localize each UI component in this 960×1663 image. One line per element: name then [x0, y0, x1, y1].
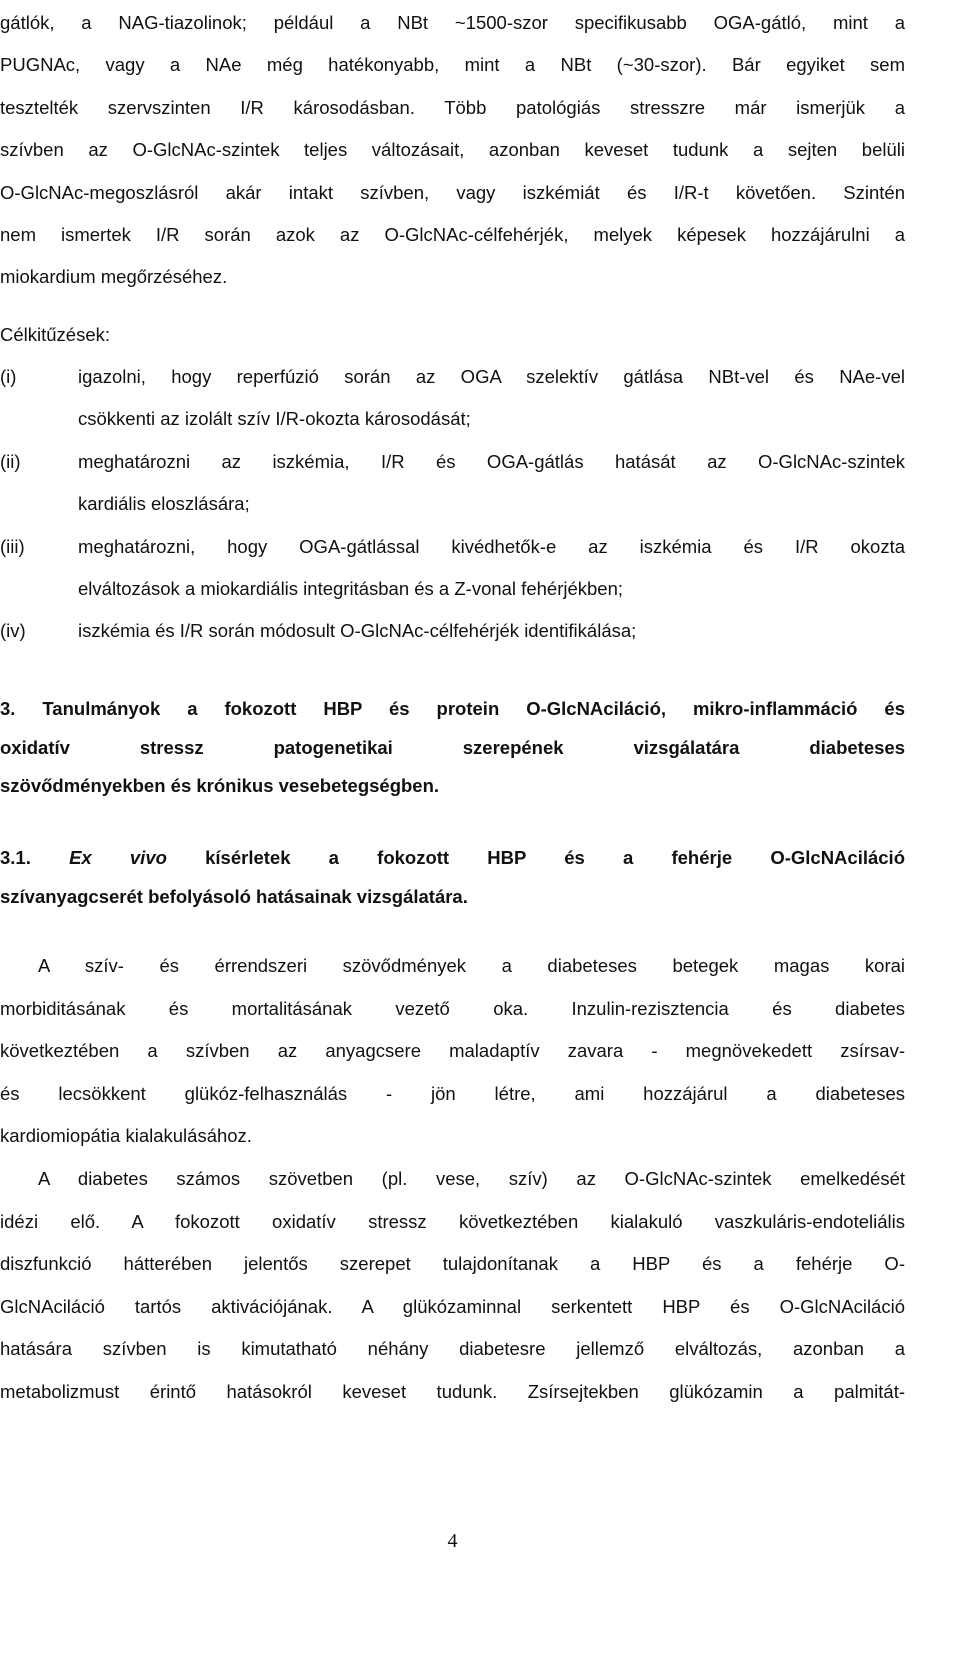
objectives-label: Célkitűzések: — [0, 324, 111, 345]
objectives-list — [0, 356, 905, 653]
text-line: igazolni, hogy reperfúzió során az OGA szelektív gátlása NBt-vel és NAe-vel — [78, 366, 905, 387]
section-3-heading — [0, 690, 905, 806]
text-line: nem ismertek I/R során azok az O-GlcNAc-célfehérjék, melyek képesek hozzájárulni a — [0, 224, 905, 246]
body-paragraphs — [0, 945, 905, 1414]
text-line: PUGNAc, vagy a NAe még hatékonyabb, mint a NBt (~30-szor). Bár egyiket sem — [0, 54, 905, 76]
text-line: következtében a szívben az anyagcsere maladaptív zavara - megnövekedett zsírsav- — [0, 1040, 905, 1062]
page-number: 4 — [447, 1530, 458, 1552]
list-item-number: (ii) — [0, 450, 21, 472]
heading-line: szövődményekben és krónikus vesebetegségben. — [0, 775, 440, 796]
text-line: diszfunkció hátterében jelentős szerepet tulajdonítanak a HBP és a fehérje O- — [0, 1253, 905, 1275]
text-line — [0, 1158, 905, 1201]
text-line: morbiditásának és mortalitásának vezető oka. Inzulin-rezisztencia és diabetes — [0, 997, 905, 1019]
list-item — [0, 526, 905, 611]
list-item — [0, 441, 905, 526]
text-line: és lecsökkent glükóz-felhasználás - jön létre, ami hozzájárul a diabeteses — [0, 1082, 905, 1104]
heading-text: kísérletek a fokozott HBP és a fehérje O-GlcNAciláció — [205, 847, 906, 868]
list-item-number: (iv) — [0, 620, 26, 642]
section-number: 3.1. — [0, 847, 31, 868]
heading-line: 3. Tanulmányok a fokozott HBP és protein O-GlcNAciláció, mikro-inflammáció és — [0, 698, 905, 719]
list-item — [0, 356, 905, 441]
text-line: gátlók, a NAG-tiazolinok; például a NBt ~1500-szor specifikusabb OGA-gátló, mint a — [0, 12, 905, 33]
text-line: hatására szívben is kimutatható néhány diabetesre jellemző elváltozás, azonban a — [0, 1338, 905, 1360]
text-line: meghatározni, hogy OGA-gátlással kivédhetők-e az iszkémia és I/R okozta — [78, 535, 905, 557]
text-span: A szív- és érrendszeri szövődmények a diabeteses betegek magas korai — [38, 955, 905, 976]
heading-line: szívanyagcserét befolyásoló hatásainak vizsgálatára. — [0, 885, 468, 907]
text-line: metabolizmust érintő hatásokról keveset tudunk. Zsírsejtekben glükózamin a palmitát- — [0, 1380, 905, 1402]
text-line: kardiális eloszlására; — [78, 493, 250, 515]
section-3-1-heading — [0, 839, 905, 916]
text-line: meghatározni az iszkémia, I/R és OGA-gátlás hatását az O-GlcNAc-szintek — [78, 450, 905, 472]
text-line: GlcNAciláció tartós aktivációjának. A glükózaminnal serkentett HBP és O-GlcNAciláció — [0, 1295, 905, 1317]
text-line: szívben az O-GlcNAc-szintek teljes változásait, azonban keveset tudunk a sejten belüli — [0, 139, 905, 161]
list-item-number: (i) — [0, 366, 17, 387]
text-line: iszkémia és I/R során módosult O-GlcNAc-célfehérjék identifikálása; — [78, 620, 637, 642]
text-span: A diabetes számos szövetben (pl. vese, szív) az O-GlcNAc-szintek emelkedését — [38, 1167, 905, 1189]
text-line: tesztelték szervszinten I/R károsodásban. Több patológiás stresszre már ismerjük a — [0, 96, 905, 118]
text-line: elváltozások a miokardiális integritásban és a Z-vonal fehérjékben; — [78, 578, 624, 600]
list-item — [0, 610, 905, 652]
text-line: miokardium megőrzéséhez. — [0, 266, 228, 288]
intro-paragraph — [0, 2, 905, 299]
text-line: O-GlcNAc-megoszlásról akár intakt szívben, vagy iszkémiát és I/R-t követően. Szintén — [0, 181, 905, 203]
heading-line: oxidatív stressz patogenetikai szerepének vizsgálatára diabeteses — [0, 736, 905, 758]
text-line: idézi elő. A fokozott oxidatív stressz következtében kialakuló vaszkuláris-endoteliális — [0, 1210, 905, 1232]
italic-term: Ex vivo — [69, 847, 167, 868]
text-line: csökkenti az izolált szív I/R-okozta károsodását; — [78, 408, 471, 430]
list-item-number: (iii) — [0, 535, 25, 557]
text-line — [0, 945, 905, 988]
heading-line — [0, 839, 905, 878]
text-line: kardiomiopátia kialakulásához. — [0, 1125, 252, 1147]
